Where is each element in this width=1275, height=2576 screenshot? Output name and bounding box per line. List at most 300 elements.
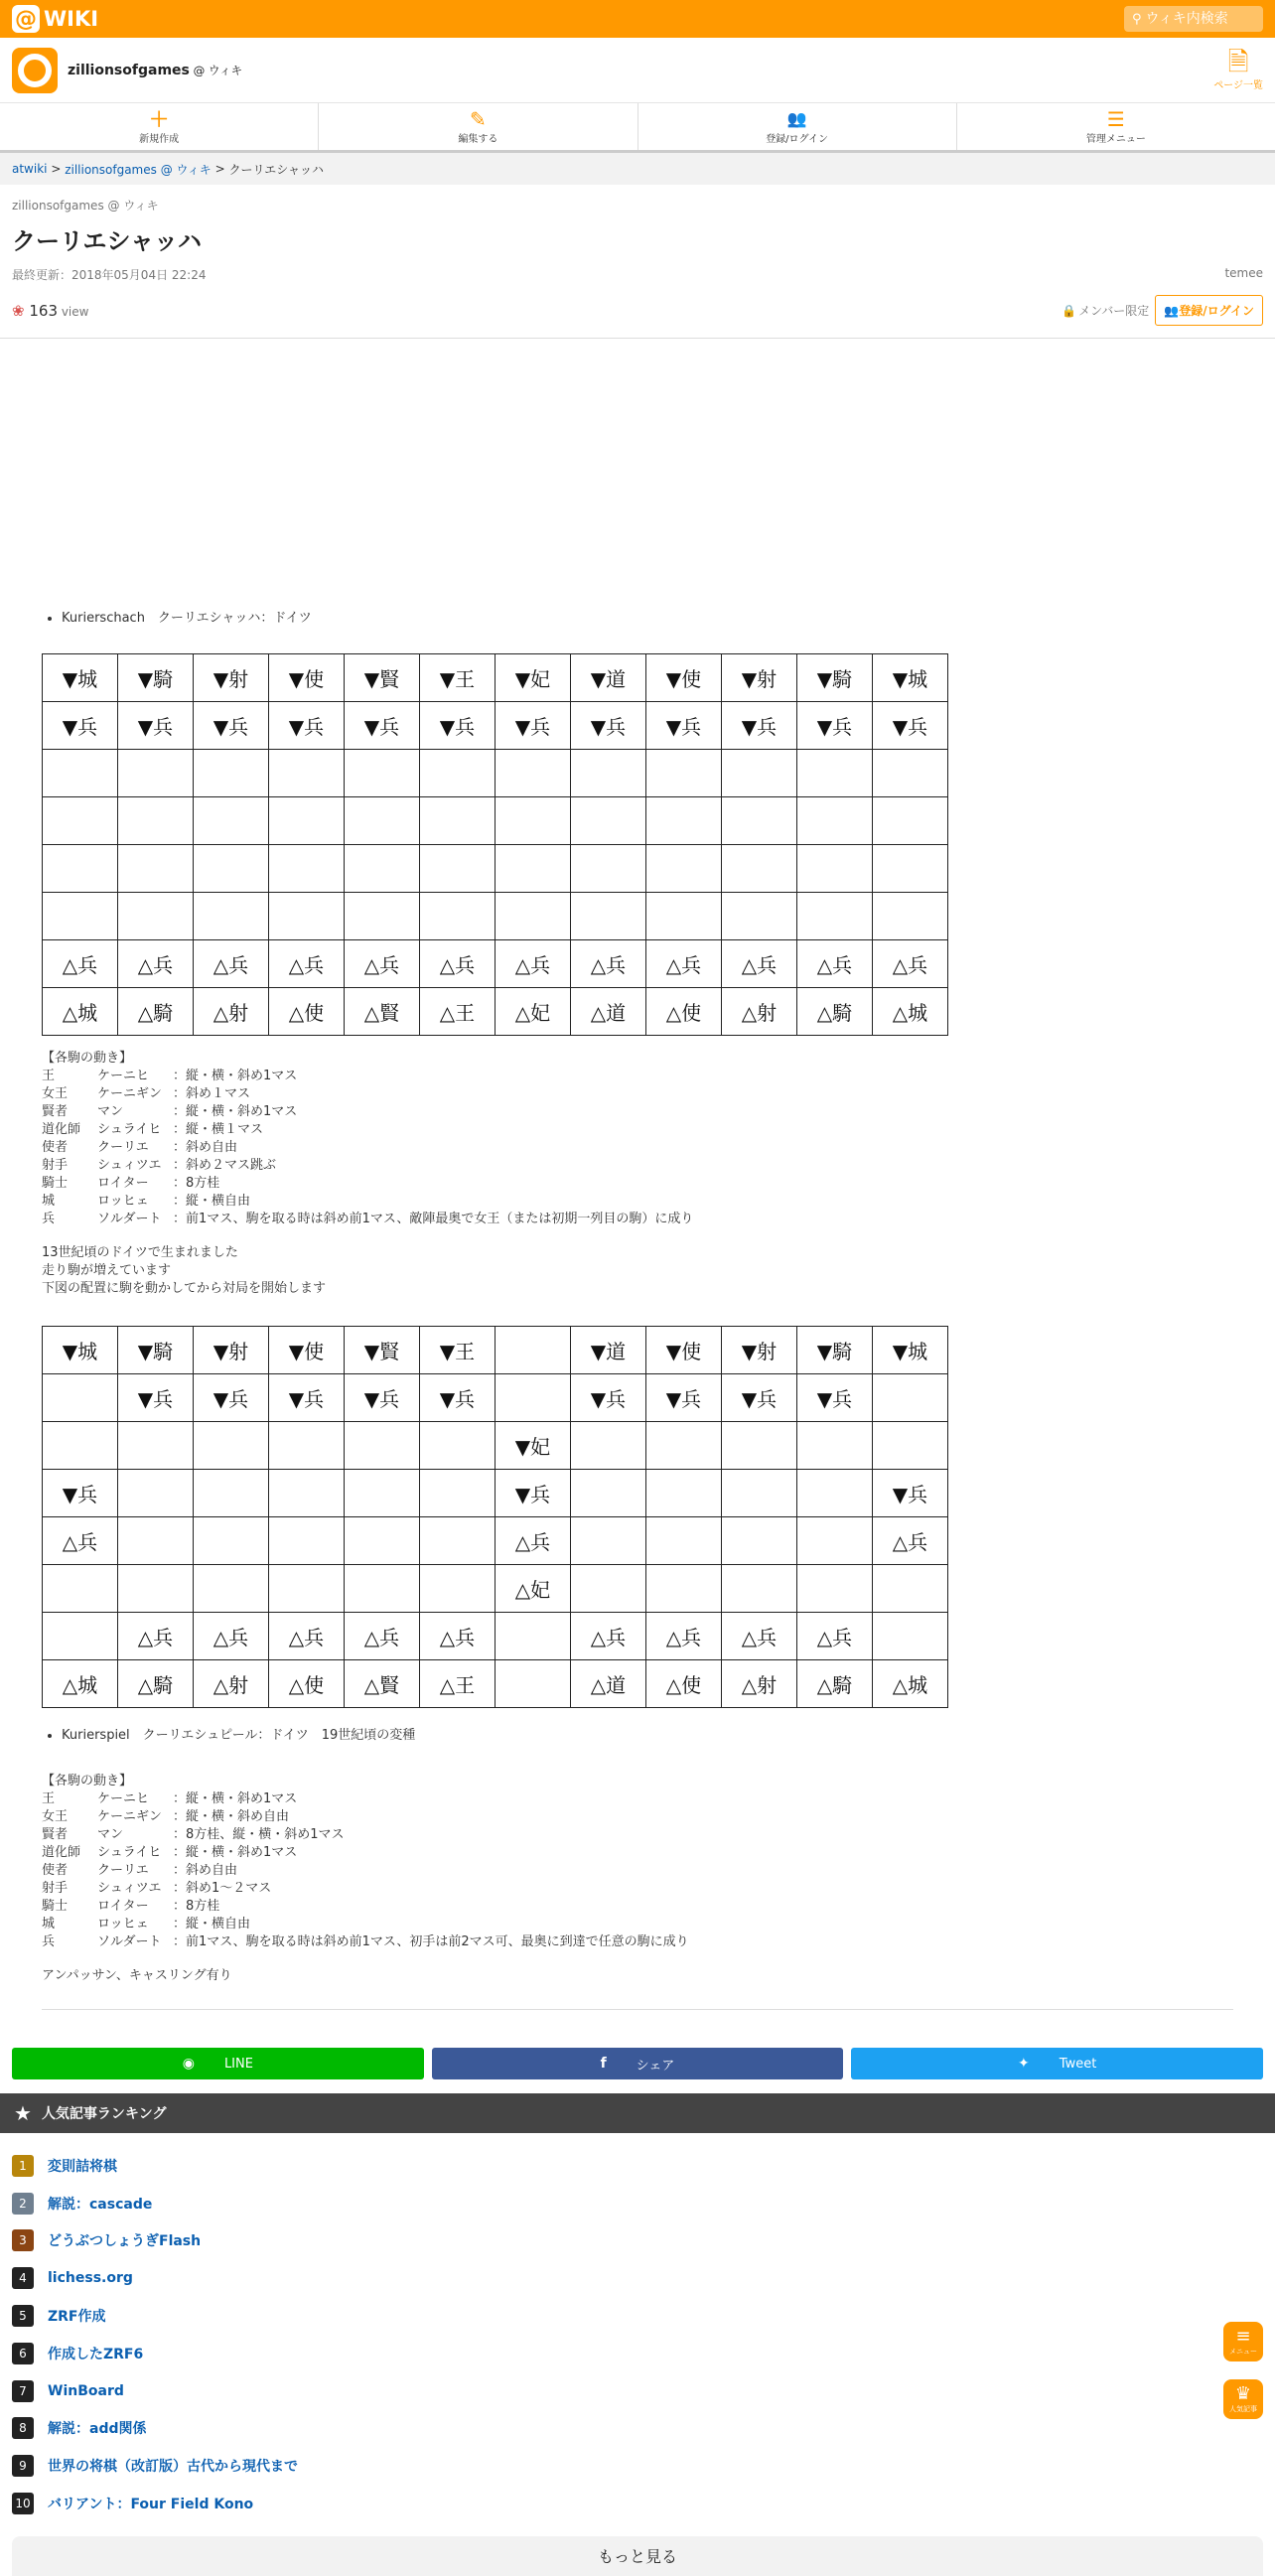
ranking-item[interactable] <box>12 2485 1263 2522</box>
new-page-label: 新規作成 <box>139 134 180 145</box>
board-row <box>43 1517 948 1565</box>
board-cell <box>722 1470 797 1517</box>
board-cell <box>571 1565 646 1613</box>
rank-number-badge: 7 <box>12 2380 34 2402</box>
piece-name: 使者 <box>42 1863 69 1878</box>
ranking-item[interactable] <box>12 2410 1263 2448</box>
board-cell: △妃 <box>496 1565 571 1613</box>
piece-german-name: ソルダート <box>97 1934 162 1949</box>
board-cell <box>345 1470 420 1517</box>
board-cell <box>194 1565 269 1613</box>
piece-german-name: クーリエ <box>97 1863 149 1878</box>
twitter-label: Tweet <box>1059 2056 1097 2072</box>
board-cell: ▼兵 <box>43 702 118 750</box>
breadcrumb-sep: > <box>47 162 66 176</box>
board-cell: ▼兵 <box>194 702 269 750</box>
move-row <box>42 1175 1233 1193</box>
move-row <box>42 1139 1233 1157</box>
board-table-setup <box>42 1326 948 1708</box>
board-cell: ▼兵 <box>571 1374 646 1422</box>
piece-german-name: ケーニヒ <box>97 1069 150 1083</box>
board-cell <box>797 1422 873 1470</box>
floating-ranking-button[interactable] <box>1223 2379 1263 2419</box>
board-cell <box>571 845 646 893</box>
board-cell: ▼道 <box>571 1327 646 1374</box>
board-cell: ▼城 <box>873 1327 948 1374</box>
board-cell <box>646 893 722 940</box>
view-count: ❀ 163 view <box>12 301 89 320</box>
page-list-button[interactable] <box>1213 49 1263 91</box>
piece-movement: ：縦・横・斜め1マス <box>173 1069 298 1083</box>
board-cell <box>345 845 420 893</box>
board-cell: ▼兵 <box>43 1470 118 1517</box>
last-updated: 最終更新：2018年05月04日 22:24 <box>12 268 207 282</box>
settings-list-icon: ☰ <box>1106 107 1125 131</box>
board-cell <box>873 797 948 845</box>
ranking-link[interactable]: どうぶつしょうぎFlash <box>48 2233 202 2250</box>
line-label: LINE <box>223 2056 253 2072</box>
board-cell <box>345 1517 420 1565</box>
member-only-label: メンバー限定 <box>1078 304 1150 318</box>
board-cell <box>269 1470 345 1517</box>
twitter-icon: ✦ <box>1018 2056 1030 2072</box>
board-cell: ▼妃 <box>496 1422 571 1470</box>
board-cell: ▼射 <box>194 654 269 702</box>
piece-german-name: シュライヒ <box>97 1845 162 1860</box>
floating-ranking-label: 人気記事 <box>1229 2405 1257 2413</box>
board-cell: △兵 <box>43 1517 118 1565</box>
board-cell <box>571 797 646 845</box>
board-cell: △騎 <box>118 988 194 1036</box>
piece-name: 射手 <box>42 1158 69 1173</box>
ranking-list <box>0 2133 1275 2522</box>
board-row <box>43 1374 948 1422</box>
piece-german-name: シュライヒ <box>97 1122 162 1137</box>
ranking-item[interactable] <box>12 2222 1263 2260</box>
board-cell <box>571 893 646 940</box>
board-cell <box>269 1517 345 1565</box>
board-cell: △城 <box>873 988 948 1036</box>
piece-german-name: マン <box>97 1104 124 1119</box>
ranking-link[interactable]: バリアント：Four Field Kono <box>48 2497 254 2513</box>
move-row <box>42 1844 1233 1862</box>
board-cell: ▼賢 <box>345 1327 420 1374</box>
board-row <box>43 845 948 893</box>
board-cell <box>43 893 118 940</box>
board-cell <box>43 797 118 845</box>
rank-number-badge: 6 <box>12 2343 34 2364</box>
board-cell <box>797 1470 873 1517</box>
board-row <box>43 1327 948 1374</box>
ranking-item[interactable] <box>12 2447 1263 2485</box>
board-cell: ▼道 <box>571 654 646 702</box>
board-cell: ▼使 <box>269 654 345 702</box>
board-cell: ▼兵 <box>345 1374 420 1422</box>
board-cell <box>43 1374 118 1422</box>
board-cell: ▼騎 <box>797 654 873 702</box>
piece-movement: ：縦・横・斜め1マス <box>173 1791 298 1806</box>
board-cell <box>496 1327 571 1374</box>
edit-label: 編集する <box>458 134 498 145</box>
board-cell <box>873 893 948 940</box>
board-cell <box>118 1422 194 1470</box>
board-cell: △射 <box>722 988 797 1036</box>
login-button[interactable] <box>1155 295 1263 326</box>
move-row <box>42 1211 1233 1228</box>
board-cell: ▼兵 <box>420 1374 496 1422</box>
site-logo-icon[interactable] <box>12 48 58 93</box>
piece-movement: ：斜め自由 <box>173 1140 238 1155</box>
board-cell <box>496 1374 571 1422</box>
board-cell: △兵 <box>194 940 269 988</box>
piece-german-name: マン <box>97 1827 124 1842</box>
board-cell <box>43 750 118 797</box>
board-cell: ▼騎 <box>797 1327 873 1374</box>
board-cell <box>496 797 571 845</box>
board-cell: ▼兵 <box>571 702 646 750</box>
board-cell: ▼王 <box>420 1327 496 1374</box>
board-cell: △城 <box>43 1660 118 1708</box>
piece-german-name: ケーニヒ <box>97 1791 150 1806</box>
ranking-link[interactable]: WinBoard <box>48 2382 124 2399</box>
piece-german-name: ソルダート <box>97 1212 162 1226</box>
menu-icon: ≡ <box>1235 2326 1251 2347</box>
piece-name: 王 <box>42 1069 56 1083</box>
board-cell: △使 <box>646 988 722 1036</box>
board-cell <box>722 750 797 797</box>
star-icon: ★ <box>14 2101 32 2125</box>
board-cell <box>722 893 797 940</box>
board-cell <box>797 750 873 797</box>
board-cell: ▼城 <box>43 1327 118 1374</box>
board-row <box>43 893 948 940</box>
board-cell: ▼兵 <box>194 1374 269 1422</box>
piece-name: 賢者 <box>42 1104 69 1119</box>
edit-button[interactable] <box>319 103 638 150</box>
board-cell: ▼兵 <box>722 1374 797 1422</box>
piece-name: 騎士 <box>42 1899 69 1914</box>
board-cell: △騎 <box>797 988 873 1036</box>
board-cell <box>873 1422 948 1470</box>
ranking-item[interactable] <box>12 2147 1263 2185</box>
piece-german-name: ロッヒェ <box>97 1194 149 1209</box>
line-share-button[interactable] <box>12 2048 424 2079</box>
board-cell <box>797 1565 873 1613</box>
site-bar <box>0 38 1275 103</box>
search-input[interactable] <box>1146 11 1255 27</box>
crown-icon: ♛ <box>1234 2383 1252 2404</box>
rank-number-badge: 3 <box>12 2229 34 2251</box>
board-cell: ▼兵 <box>797 702 873 750</box>
piece-moves-list <box>42 1050 1233 1228</box>
users-icon: 👥 <box>1164 304 1180 318</box>
breadcrumb-current: クーリエシャッハ <box>228 162 325 177</box>
board-cell <box>496 1660 571 1708</box>
facebook-label: シェア <box>636 2058 675 2074</box>
ranking-link[interactable]: 解説：add関係 <box>48 2421 147 2438</box>
piece-movement: ：斜め1～２マス <box>173 1881 272 1896</box>
board-cell: △射 <box>194 1660 269 1708</box>
board-row <box>43 1422 948 1470</box>
login-tool-button[interactable] <box>638 103 957 150</box>
piece-name: 道化師 <box>42 1845 81 1860</box>
board-cell <box>118 797 194 845</box>
board-cell <box>43 845 118 893</box>
piece-name: 射手 <box>42 1881 69 1896</box>
ranking-link[interactable]: 変則詰将棋 <box>48 2158 117 2175</box>
board-cell <box>194 1517 269 1565</box>
board-cell <box>797 893 873 940</box>
search-box[interactable] <box>1124 6 1263 32</box>
board-cell <box>420 1422 496 1470</box>
search-icon: ⚲ <box>1132 11 1142 27</box>
board-cell: ▼兵 <box>496 1470 571 1517</box>
board-cell <box>646 1565 722 1613</box>
ranking-item[interactable] <box>12 2259 1263 2297</box>
board-cell <box>722 845 797 893</box>
paragraph-line: 13世紀頃のドイツで生まれました <box>42 1245 238 1260</box>
move-row <box>42 1157 1233 1175</box>
board-cell <box>722 797 797 845</box>
rank-number-badge: 2 <box>12 2193 34 2215</box>
board-cell: △王 <box>420 988 496 1036</box>
board-cell <box>646 797 722 845</box>
piece-name: 使者 <box>42 1140 69 1155</box>
author: temee <box>1224 266 1263 280</box>
piece-movement: ：縦・横１マス <box>173 1122 264 1137</box>
board-cell: ▼騎 <box>118 1327 194 1374</box>
board-cell: △兵 <box>722 1613 797 1660</box>
board-row <box>43 702 948 750</box>
piece-movement: ：縦・横・斜め自由 <box>173 1809 290 1824</box>
atwiki-logo[interactable] <box>12 5 98 33</box>
paragraph-line: 走り駒が増えています <box>42 1263 172 1278</box>
document-icon: 🗎 <box>1227 48 1249 77</box>
floating-menu-button[interactable] <box>1223 2322 1263 2361</box>
board-cell: △兵 <box>269 940 345 988</box>
ranking-link[interactable]: 作成したZRF6 <box>48 2346 144 2362</box>
ranking-link[interactable]: 解説：cascade <box>48 2196 153 2213</box>
board-cell: ▼兵 <box>873 702 948 750</box>
piece-movement: ：斜め自由 <box>173 1863 238 1878</box>
breadcrumb <box>0 153 1275 185</box>
board-row <box>43 1660 948 1708</box>
board-cell: ▼兵 <box>722 702 797 750</box>
board-cell <box>420 1565 496 1613</box>
move-row <box>42 1085 1233 1103</box>
board-cell <box>269 1565 345 1613</box>
board-cell <box>722 1565 797 1613</box>
board-cell: △兵 <box>722 940 797 988</box>
move-row <box>42 1193 1233 1211</box>
board-cell <box>873 1613 948 1660</box>
logo-text: WIKI <box>44 7 99 31</box>
rank-number-badge: 4 <box>12 2267 34 2289</box>
ranking-heading <box>0 2093 1275 2133</box>
list-item: • Kurierschach クーリエシャッハ：ドイツ <box>62 607 1233 626</box>
breadcrumb-sep: > <box>211 162 229 176</box>
piece-german-name: シュィツエ <box>97 1881 162 1896</box>
board-cell: △射 <box>194 988 269 1036</box>
board-cell: ▼城 <box>43 654 118 702</box>
board-cell: △道 <box>571 1660 646 1708</box>
pencil-icon: ✎ <box>469 107 487 131</box>
lock-icon: 🔒 <box>1062 303 1077 318</box>
board-row <box>43 797 948 845</box>
board-cell: ▼使 <box>646 1327 722 1374</box>
piece-movement: ：前1マス、駒を取る時は斜め前1マス、敵陣最奥で女王（または初期一列目の駒）に成り <box>173 1212 694 1226</box>
board-cell: △兵 <box>797 940 873 988</box>
new-page-button[interactable] <box>0 103 319 150</box>
toolbar <box>0 103 1275 153</box>
board-cell <box>420 1517 496 1565</box>
board-cell: ▼城 <box>873 654 948 702</box>
board-cell: ▼騎 <box>118 654 194 702</box>
board-cell: △道 <box>571 988 646 1036</box>
piece-movement: ：8方桂、縦・横・斜め1マス <box>173 1827 345 1842</box>
move-row <box>42 1808 1233 1826</box>
board-row <box>43 750 948 797</box>
login-button-label: 登録/ログイン <box>1179 304 1254 318</box>
board-cell <box>269 845 345 893</box>
floating-menu-label: メニュー <box>1229 2348 1257 2356</box>
ranking-item[interactable] <box>12 2335 1263 2372</box>
board-cell <box>571 1422 646 1470</box>
board-cell <box>873 1565 948 1613</box>
board-cell <box>797 1517 873 1565</box>
piece-name: 女王 <box>42 1086 69 1101</box>
move-row <box>42 1862 1233 1880</box>
ranking-item[interactable] <box>12 2297 1263 2335</box>
breadcrumb-wiki[interactable]: zillionsofgames @ ウィキ <box>65 162 212 177</box>
board-cell: △兵 <box>345 940 420 988</box>
top-bar <box>0 0 1275 38</box>
board-cell <box>646 1470 722 1517</box>
board-cell: ▼妃 <box>496 654 571 702</box>
board-cell <box>194 1470 269 1517</box>
board-cell <box>496 750 571 797</box>
piece-movement: ：斜め１マス <box>173 1086 251 1101</box>
board-cell <box>797 845 873 893</box>
move-row <box>42 1916 1233 1933</box>
board-cell <box>118 1517 194 1565</box>
admin-menu-button[interactable] <box>957 103 1275 150</box>
board-cell: △兵 <box>118 1613 194 1660</box>
divider <box>42 2009 1233 2010</box>
board-cell: △王 <box>420 1660 496 1708</box>
piece-name: 騎士 <box>42 1176 69 1191</box>
board-cell <box>345 750 420 797</box>
login-tool-label: 登録/ログイン <box>766 134 829 145</box>
board-cell: △城 <box>873 1660 948 1708</box>
ranking-link[interactable]: ZRF作成 <box>48 2309 106 2326</box>
board-cell: ▼賢 <box>345 654 420 702</box>
ranking-item[interactable] <box>12 2372 1263 2410</box>
board-cell: △兵 <box>345 1613 420 1660</box>
board-cell <box>194 750 269 797</box>
piece-movement: ：縦・横・斜め1マス <box>173 1845 298 1860</box>
rose-icon: ❀ <box>12 301 25 320</box>
board-cell: △使 <box>269 1660 345 1708</box>
board-row <box>43 654 948 702</box>
board-cell <box>420 1470 496 1517</box>
board-cell: △兵 <box>646 940 722 988</box>
ranking-item[interactable] <box>12 2185 1263 2222</box>
ranking-link[interactable]: 世界の将棋（改訂版）古代から現代まで <box>48 2459 298 2476</box>
board-cell <box>420 750 496 797</box>
board-cell <box>269 797 345 845</box>
page-list-label: ページ一覧 <box>1213 80 1263 91</box>
piece-german-name: ケーニギン <box>97 1086 162 1101</box>
more-button[interactable]: もっと見る <box>12 2536 1263 2576</box>
ad-space <box>0 339 1275 607</box>
rank-number-badge: 5 <box>12 2305 34 2327</box>
board-cell: △兵 <box>420 940 496 988</box>
piece-german-name: ロイター <box>97 1899 149 1914</box>
board-cell <box>345 797 420 845</box>
board-cell: △兵 <box>43 940 118 988</box>
piece-name: 城 <box>42 1194 56 1209</box>
board-cell: △使 <box>269 988 345 1036</box>
piece-name: 兵 <box>42 1934 56 1949</box>
board-cell: △騎 <box>118 1660 194 1708</box>
wiki-label: zillionsofgames @ ウィキ <box>12 199 159 213</box>
board-cell <box>345 1422 420 1470</box>
piece-name: 王 <box>42 1791 56 1806</box>
ranking-link[interactable]: lichess.org <box>48 2270 133 2287</box>
board-cell <box>420 845 496 893</box>
board-table-kurierschach <box>42 653 948 1036</box>
board-cell <box>269 893 345 940</box>
board-cell: ▼兵 <box>269 1374 345 1422</box>
board-cell: ▼兵 <box>345 702 420 750</box>
site-name[interactable]: zillionsofgames @ ウィキ <box>68 62 243 78</box>
board-cell: △使 <box>646 1660 722 1708</box>
board-cell <box>345 1565 420 1613</box>
admin-menu-label: 管理メニュー <box>1085 134 1146 145</box>
board-cell: ▼使 <box>646 654 722 702</box>
board-cell: ▼射 <box>722 1327 797 1374</box>
piece-german-name: ロッヒェ <box>97 1917 149 1932</box>
board-cell <box>269 750 345 797</box>
rank-number-badge: 10 <box>12 2493 34 2514</box>
board-cell <box>118 845 194 893</box>
board-cell: ▼兵 <box>269 702 345 750</box>
board-cell <box>194 1422 269 1470</box>
breadcrumb-home[interactable]: atwiki <box>12 162 48 176</box>
paragraph-line: 下図の配置に駒を動かしてから対局を開始します <box>42 1281 327 1296</box>
board-cell: ▼王 <box>420 654 496 702</box>
piece-movement: ：縦・横・斜め1マス <box>173 1104 298 1119</box>
board-cell: △兵 <box>571 940 646 988</box>
board-cell <box>571 750 646 797</box>
facebook-icon: f <box>600 2056 607 2072</box>
plus-icon: ＋ <box>149 107 170 131</box>
board-cell <box>118 1565 194 1613</box>
board-cell: △妃 <box>496 988 571 1036</box>
board-cell: ▼兵 <box>873 1470 948 1517</box>
board-cell: △兵 <box>118 940 194 988</box>
board-cell <box>496 1613 571 1660</box>
board-cell <box>43 1422 118 1470</box>
board-cell: ▼兵 <box>118 702 194 750</box>
board-cell <box>571 1470 646 1517</box>
board-cell <box>269 1422 345 1470</box>
twitter-share-button[interactable] <box>851 2048 1263 2079</box>
board-cell <box>873 1374 948 1422</box>
facebook-share-button[interactable] <box>432 2048 844 2079</box>
board-cell: ▼兵 <box>420 702 496 750</box>
